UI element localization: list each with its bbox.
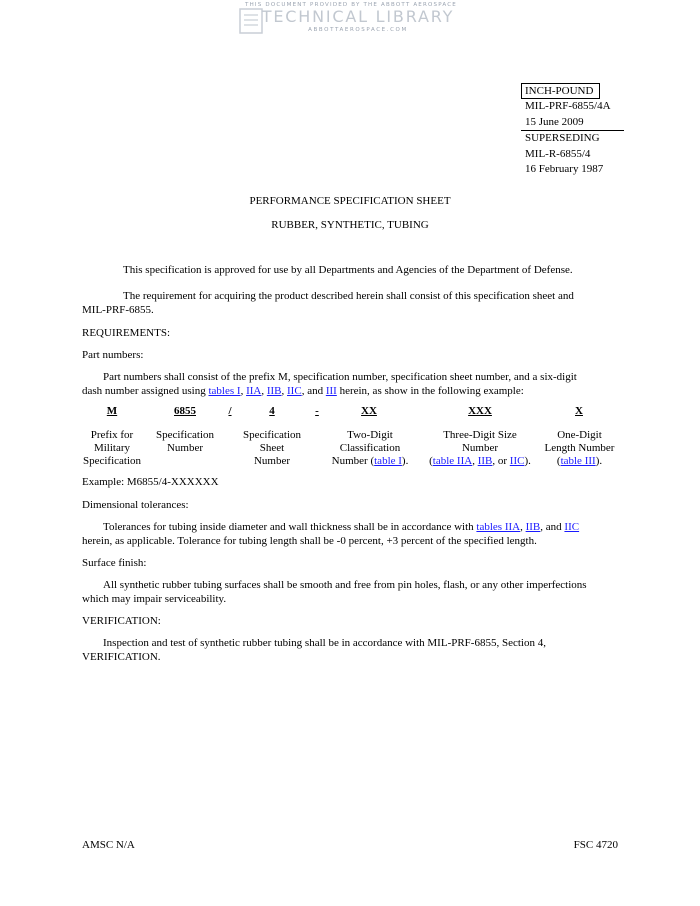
text: , and	[540, 521, 565, 533]
text: , and	[301, 385, 326, 397]
text: Number (	[331, 455, 375, 467]
text: (	[556, 455, 561, 467]
surface-heading: Surface finish:	[82, 557, 147, 569]
link-table-iic[interactable]: IIC	[564, 521, 580, 533]
desc-line: Prefix for	[90, 429, 134, 441]
text: ,	[261, 385, 267, 397]
desc-line: Specification	[82, 455, 142, 467]
desc-line: Specification	[155, 429, 215, 441]
link-table-iib[interactable]: IIB	[525, 521, 541, 533]
code-size: XXX	[468, 405, 492, 417]
doc-date: 15 June 2009	[525, 115, 584, 128]
desc-line	[320, 455, 420, 468]
desc-spec-number	[150, 429, 220, 455]
surface-line1: All synthetic rubber tubing surfaces shall be smooth and free from pin holes, flash, or any other imperfections	[103, 579, 587, 591]
verification-line2: VERIFICATION.	[82, 651, 161, 663]
acquisition-line2: MIL-PRF-6855.	[82, 304, 154, 316]
desc-line: Number	[461, 442, 499, 454]
acquisition-line1: The requirement for acquiring the product described herein shall consist of this specification sheet and	[123, 290, 574, 302]
watermark-url: ABBOTTAEROSPACE.COM	[308, 27, 408, 33]
example-line: Example: M6855/4-XXXXXX	[82, 476, 219, 488]
code-dash: -	[315, 405, 319, 417]
link-table-i[interactable]: table I	[374, 455, 402, 467]
code-spec-number: 6855	[174, 405, 196, 417]
code-sheet-number: 4	[269, 405, 275, 417]
link-table-iic[interactable]: IIC	[509, 455, 525, 467]
text: (	[429, 455, 433, 467]
desc-prefix	[80, 429, 144, 468]
link-table-iia[interactable]: IIA	[246, 385, 262, 397]
link-table-iic[interactable]: IIC	[287, 385, 302, 397]
desc-line: Specification	[242, 429, 302, 441]
requirements-heading: REQUIREMENTS:	[82, 327, 170, 339]
desc-line: One-Digit	[557, 429, 602, 441]
code-classification: XX	[361, 405, 377, 417]
old-doc-date: 16 February 1987	[525, 163, 604, 175]
superseding-label: SUPERSEDING	[525, 132, 600, 144]
text: ,	[520, 521, 526, 533]
text: ,	[281, 385, 288, 397]
text: ).	[401, 455, 409, 467]
dimensional-line1	[103, 521, 579, 533]
part-numbers-line1: Part numbers shall consist of the prefix M, specification number, specification sheet number, and a six-digit	[103, 371, 577, 383]
dimensional-heading: Dimensional tolerances:	[82, 499, 189, 511]
footer-amsc: AMSC N/A	[82, 839, 135, 851]
desc-line: Military	[93, 442, 131, 454]
page-title: PERFORMANCE SPECIFICATION SHEET	[249, 195, 451, 207]
old-doc-id: MIL-R-6855/4	[525, 147, 591, 160]
desc-line: Two-Digit	[347, 429, 393, 441]
code-slash: /	[228, 405, 232, 417]
code-prefix: M	[106, 405, 118, 417]
footer-fsc: FSC 4720	[573, 839, 618, 851]
document-header	[521, 83, 624, 178]
desc-line: Length Number	[544, 442, 615, 454]
inch-pound-label: INCH-POUND	[521, 83, 600, 99]
watermark-title: TECHNICAL LIBRARY	[261, 7, 455, 26]
link-table-iii[interactable]: III	[325, 385, 337, 397]
text: ,	[472, 455, 478, 467]
desc-line: Sheet	[259, 442, 285, 454]
desc-line	[537, 455, 622, 468]
approval-statement: This specification is approved for use by all Departments and Agencies of the Department of Defense.	[123, 264, 573, 276]
text: ).	[524, 455, 531, 467]
verification-heading: VERIFICATION:	[82, 615, 161, 627]
text: herein, as show in the following example:	[336, 385, 524, 397]
desc-classification	[320, 429, 420, 468]
verification-line1: Inspection and test of synthetic rubber tubing shall be in accordance with MIL-PRF-6855, Section 4,	[103, 637, 546, 649]
code-length: X	[575, 405, 583, 417]
link-table-iib[interactable]: IIB	[477, 455, 493, 467]
part-numbers-line2	[82, 385, 524, 397]
dimensional-line2: herein, as applicable. Tolerance for tubing length shall be -0 percent, +3 percent of the specified length.	[82, 535, 537, 547]
surface-line2: which may impair serviceability.	[82, 593, 227, 605]
desc-line	[420, 455, 540, 468]
page-subtitle: RUBBER, SYNTHETIC, TUBING	[271, 219, 429, 231]
link-table-iib[interactable]: IIB	[266, 385, 282, 397]
watermark	[236, 2, 466, 42]
link-tables-i[interactable]: tables I	[208, 385, 241, 397]
link-table-iia[interactable]: table IIA	[432, 455, 473, 467]
link-tables-iia[interactable]: tables IIA	[476, 521, 521, 533]
desc-line: Number	[166, 442, 204, 454]
part-numbers-heading: Part numbers:	[82, 349, 144, 361]
desc-line: Classification	[339, 442, 401, 454]
text: dash number assigned using	[82, 385, 209, 397]
desc-line: Three-Digit Size	[443, 429, 517, 441]
doc-id: MIL-PRF-6855/4A	[525, 100, 611, 112]
watermark-line1: THIS DOCUMENT PROVIDED BY THE ABBOTT AEROSPACE	[245, 2, 457, 8]
text: Tolerances for tubing inside diameter and wall thickness shall be in accordance with	[103, 521, 477, 533]
desc-sheet-number	[236, 429, 308, 468]
link-table-iii[interactable]: table III	[560, 455, 596, 467]
desc-size	[420, 429, 540, 468]
text: ,	[240, 385, 247, 397]
desc-line: Number	[253, 455, 291, 467]
desc-length	[537, 429, 622, 468]
text: ).	[595, 455, 603, 467]
text: , or	[492, 455, 510, 467]
